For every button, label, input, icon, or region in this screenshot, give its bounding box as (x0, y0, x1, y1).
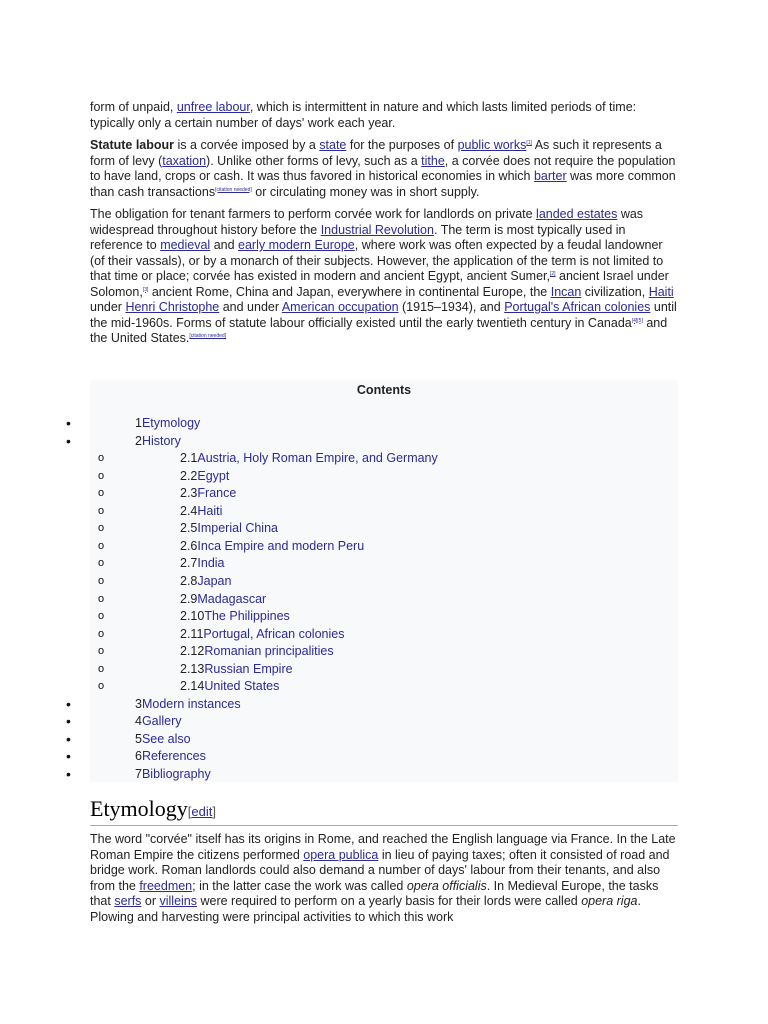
toc-item[interactable] (0, 627, 680, 644)
toc-item-text[interactable] (180, 539, 364, 554)
toc-number: 2.5 (180, 521, 198, 536)
link-serfs[interactable]: serfs (114, 894, 142, 908)
text: , where work was often expected by a feudal landowner (of their vassals), or by a monarch of their subjects. However, the application of the term is not limited to that time or place; corvée has existed in modern and ancient Egypt, ancient Sumer, (90, 238, 664, 283)
link-portugals-african-colonies[interactable]: Portugal's African colonies (504, 300, 651, 314)
text: As such it represents a form of levy ( (90, 138, 662, 168)
toc-item-text[interactable] (180, 521, 278, 536)
toc-number: 2.14 (180, 679, 205, 694)
toc-number: 2.4 (180, 503, 198, 518)
toc-number: 6 (135, 749, 142, 764)
bullet-icon: • (66, 415, 71, 431)
toc-item[interactable] (0, 521, 680, 538)
toc-item[interactable] (0, 749, 680, 766)
bracket-close: ] (212, 804, 216, 819)
toc-number: 5 (135, 731, 142, 746)
toc-item[interactable] (0, 539, 680, 556)
toc-item[interactable] (0, 679, 680, 696)
text: or circulating money was in short supply. (251, 184, 480, 199)
toc-number: 2.3 (180, 486, 198, 501)
toc-number: 2.1 (180, 451, 198, 466)
bullet-icon: • (66, 766, 71, 782)
toc-item[interactable] (0, 767, 680, 784)
link-henri-christophe[interactable]: Henri Christophe (125, 300, 220, 314)
text: The obligation for tenant farmers to perform corvée work for landlords on private (90, 207, 537, 221)
toc-label[interactable]: Egypt (197, 468, 230, 483)
term-statute-labour: Statute labour (90, 138, 175, 152)
toc-label[interactable]: Gallery (141, 714, 182, 729)
circle-bullet-icon: o (98, 592, 105, 605)
text: , which is intermittent in nature and which lasts limited periods of time: typically only a certain number of days' work each year. (90, 100, 637, 130)
toc-number: 2.11 (180, 626, 204, 641)
circle-bullet-icon: o (98, 504, 105, 517)
text: and the United States. (90, 315, 668, 345)
text: . In Medieval Europe, the tasks that (90, 878, 659, 908)
toc-title: Contents (356, 383, 412, 397)
toc-number: 2.9 (180, 591, 198, 606)
toc-label[interactable]: India (197, 556, 225, 571)
toc-item-text[interactable] (135, 714, 182, 729)
heading-etymology (90, 795, 216, 826)
toc-item-text[interactable] (180, 609, 290, 624)
circle-bullet-icon: o (98, 522, 105, 535)
toc-number: 7 (135, 767, 142, 781)
citation-link[interactable]: [1] (526, 140, 532, 146)
article-intro (90, 100, 680, 354)
link-barter[interactable]: barter (533, 169, 567, 183)
text: form of unpaid, (90, 100, 177, 114)
toc-label[interactable]: Portugal, African colonies (203, 626, 345, 641)
term-opera-riga: opera riga (581, 894, 638, 908)
toc-item[interactable] (0, 469, 680, 486)
toc-item[interactable] (0, 434, 680, 451)
text: ancient Israel under Solomon, (90, 269, 669, 299)
etymology-paragraph (90, 832, 680, 925)
toc-number: 2.2 (180, 468, 198, 483)
link-early-modern-europe[interactable]: early modern Europe (238, 238, 355, 252)
toc-label[interactable]: United States (204, 679, 280, 694)
toc-label[interactable]: References (141, 749, 206, 764)
text: . Plowing and harvesting were principal activities to which this work (90, 894, 641, 924)
toc-label[interactable]: Madagascar (197, 591, 267, 606)
toc-label[interactable]: Bibliography (141, 767, 211, 781)
link-incan[interactable]: Incan (550, 284, 582, 299)
link-villeins[interactable]: villeins (159, 894, 197, 908)
text: , a corvée does not require the population to have land, crops or cash. It was thus favored in historical economies in which (90, 153, 676, 183)
text: and under (219, 300, 282, 314)
toc-item-text[interactable] (180, 662, 293, 677)
toc-number: 3 (135, 696, 142, 711)
text: . The term is most typically used in reference to (90, 222, 626, 252)
circle-bullet-icon: o (98, 680, 105, 693)
link-public-works[interactable]: public works (457, 138, 527, 152)
citation-4-5 (632, 318, 643, 324)
text: were required to perform on a yearly basis for their lords were called (197, 894, 582, 908)
circle-bullet-icon: o (98, 469, 105, 482)
toc-label[interactable]: Modern instances (141, 696, 241, 711)
text: for the purposes of (346, 138, 458, 152)
toc-item-text[interactable] (135, 434, 181, 449)
intro-paragraph-1 (90, 138, 680, 200)
toc-item-text[interactable] (180, 574, 231, 589)
toc-item[interactable] (0, 732, 680, 749)
toc-item[interactable] (0, 714, 680, 731)
toc-item-text[interactable] (180, 644, 334, 659)
text: The word "corvée" itself has its origins in Rome, and reached the English language via France. In the Late Roman Empire the citizens performed (90, 832, 676, 862)
toc-item-text[interactable] (135, 697, 241, 712)
toc-label[interactable]: See also (141, 731, 191, 746)
toc-item-text[interactable] (135, 767, 211, 782)
toc-label[interactable]: Japan (197, 573, 232, 588)
circle-bullet-icon: o (98, 574, 105, 587)
intro-paragraph-2 (90, 207, 680, 347)
link-landed-estates[interactable]: landed estates (536, 207, 618, 221)
text: ; in the latter case the work was called (192, 878, 407, 893)
toc-label[interactable]: France (197, 486, 237, 501)
circle-bullet-icon: o (98, 487, 105, 500)
text: (1915–1934), and (398, 300, 505, 314)
toc-item-text[interactable] (180, 469, 229, 484)
toc-label[interactable]: Russian Empire (204, 661, 293, 676)
bullet-icon: • (66, 432, 71, 449)
text: was widespread throughout history before the (90, 207, 644, 237)
toc-item-text[interactable] (135, 749, 206, 764)
link-medieval[interactable]: medieval (160, 238, 211, 252)
citation-link[interactable]: [3] (142, 286, 149, 293)
toc-item-text[interactable] (135, 416, 200, 431)
toc-item[interactable] (0, 644, 680, 661)
circle-bullet-icon: o (98, 452, 105, 465)
toc-item[interactable] (0, 556, 680, 573)
link-unfree-labour[interactable]: unfree labour (176, 100, 250, 114)
toc-item[interactable] (0, 574, 680, 591)
toc-item[interactable] (0, 451, 680, 468)
citation-link[interactable]: [4][5] (631, 317, 643, 324)
toc-number: 2 (135, 433, 142, 448)
toc-label[interactable]: History (141, 433, 181, 448)
etymology-body (90, 832, 680, 932)
toc-label[interactable]: The Philippines (204, 609, 290, 624)
circle-bullet-icon: o (98, 627, 105, 640)
term-opera-officialis: opera officialis (406, 878, 487, 893)
text: civilization, (581, 284, 649, 299)
toc-label[interactable]: Austria, Holy Roman Empire, and Germany (197, 451, 438, 466)
section-heading-etymology (90, 795, 678, 826)
circle-bullet-icon: o (98, 539, 105, 552)
toc-item[interactable] (0, 697, 680, 714)
toc-label[interactable]: Haiti (197, 503, 223, 518)
toc-item-text[interactable] (180, 504, 222, 519)
link-opera-publica[interactable]: opera publica (303, 847, 379, 862)
toc-item-text[interactable] (180, 451, 438, 466)
text: was more common than cash transactions (90, 169, 676, 199)
toc-number: 2.10 (180, 609, 205, 624)
circle-bullet-icon: o (98, 557, 105, 570)
link-tithe[interactable]: tithe (421, 153, 445, 168)
text: or (141, 894, 160, 908)
text: in lieu of paying taxes; often it consisted of road and bridge work. Roman landlords could also demand a number of days' labour from their tenants, and also from the (90, 847, 670, 893)
edit-section (188, 804, 216, 819)
toc-item-text[interactable] (180, 627, 344, 642)
bullet-icon: • (66, 695, 71, 712)
link-haiti[interactable]: Haiti (648, 284, 674, 299)
toc-item-text[interactable] (180, 486, 236, 501)
heading-text: Etymology (90, 796, 188, 821)
link-american-occupation[interactable]: American occupation (281, 300, 399, 314)
link-taxation[interactable]: taxation (162, 153, 207, 168)
toc-item[interactable] (0, 504, 680, 521)
bullet-icon: • (66, 730, 71, 747)
toc-item[interactable] (0, 592, 680, 609)
edit-link[interactable]: edit (191, 804, 213, 819)
toc-number: 1 (135, 416, 142, 430)
toc-label[interactable]: Inca Empire and modern Peru (197, 538, 365, 553)
text: ancient Rome, China and Japan, everywhere in continental Europe, the (148, 284, 551, 299)
citation-needed (215, 187, 252, 193)
toc-number: 2.13 (180, 661, 205, 676)
toc-item[interactable] (0, 416, 680, 433)
citation-link[interactable]: [2] (549, 271, 556, 277)
link-freedmen[interactable]: freedmen (139, 878, 193, 893)
toc-item[interactable] (0, 486, 680, 503)
bullet-icon: • (66, 748, 71, 765)
toc-item-text[interactable] (180, 679, 279, 694)
circle-bullet-icon: o (98, 662, 105, 675)
toc-label[interactable]: Etymology (141, 416, 201, 430)
text: ). Unlike other forms of levy, such as a (206, 153, 422, 168)
circle-bullet-icon: o (98, 610, 105, 623)
toc-item-text[interactable] (180, 592, 266, 607)
link-state[interactable]: state (319, 138, 347, 152)
intro-paragraph-0 (90, 100, 680, 131)
toc-label[interactable]: Romanian principalities (204, 644, 334, 659)
toc-item[interactable] (0, 609, 680, 626)
toc-number: 2.8 (180, 573, 198, 588)
toc-number: 2.7 (180, 556, 198, 571)
citation-needed-link[interactable]: [citation needed] (189, 333, 227, 339)
link-industrial-revolution[interactable]: Industrial Revolution (320, 222, 434, 237)
circle-bullet-icon: o (98, 645, 105, 658)
toc-label[interactable]: Imperial China (197, 521, 278, 536)
toc-item-text[interactable] (135, 732, 191, 747)
toc-number: 2.12 (180, 644, 205, 659)
bracket-open: [ (187, 804, 192, 819)
text: is a corvée imposed by a (174, 138, 320, 152)
citation-needed-link[interactable]: [citation needed] (215, 186, 252, 193)
text: under (90, 300, 126, 314)
text: until the mid-1960s. Forms of statute labour officially existed until the early twentieth century in Canada (90, 300, 677, 330)
citation-needed (189, 333, 226, 339)
toc-item[interactable] (0, 662, 680, 679)
toc-number: 4 (135, 714, 142, 729)
toc-item-text[interactable] (180, 556, 225, 571)
bullet-icon: • (66, 713, 71, 730)
toc-number: 2.6 (180, 538, 198, 553)
text: and (210, 238, 239, 252)
